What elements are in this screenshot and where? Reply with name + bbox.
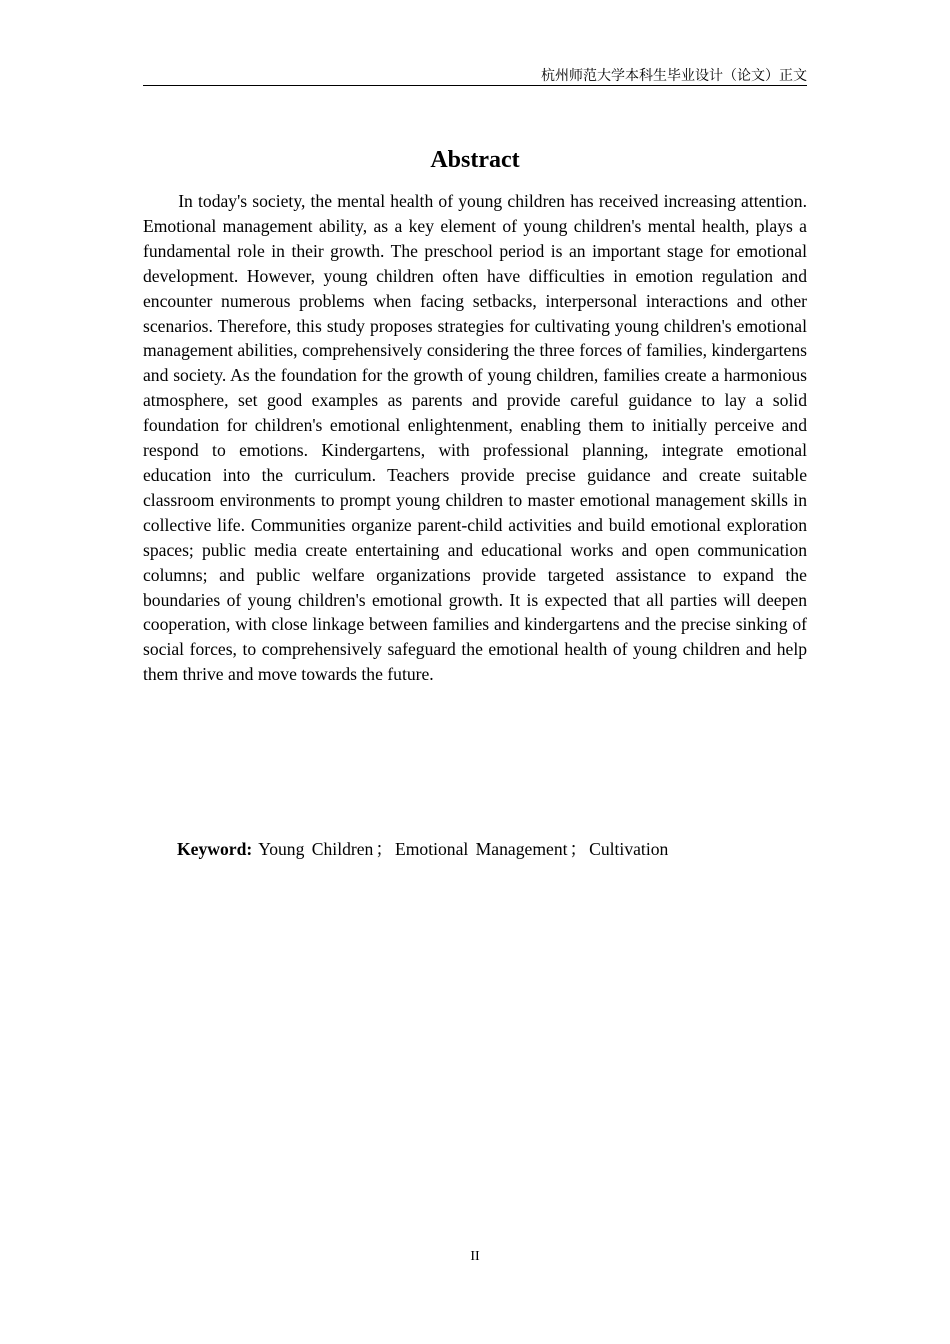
keywords-label: Keyword: [177,839,253,859]
header-rule [143,85,807,86]
keyword-item: Young Children [258,839,374,859]
abstract-title: Abstract [430,147,520,173]
keywords-line [177,837,668,861]
keyword-separator: ； [375,839,393,859]
running-header: 杭州师范大学本科生毕业设计（论文）正文 [541,68,807,84]
keyword-item: Emotional Management [394,839,568,859]
abstract-body: In today's society, the mental health of young children has received increasing attention. Emotional management ability, as a key element of young children's mental health, plays a fundamental role in their growth. The preschool period is an important stage for emotional development. However, young children often have difficulties in emotion regulation and encounter numerous problems when facing setbacks, interpersonal interactions and other scenarios. Therefore, this study proposes strategies for cultivating young children's emotional management abilities, comprehensively considering the three forces of families, kindergartens and society. As the foundation for the growth of young children, families create a harmonious atmosphere, set good examples as parents and provide careful guidance to lay a solid foundation for children's emotional enlightenment, enabling them to initially perceive and respond to emotions. Kindergartens, with professional planning, integrate emotional education into the curriculum. Teachers provide precise guidance and create suitable classroom environments to prompt young children to master emotional management skills in collective life. Communities organize parent-child activities and build emotional exploration spaces; public media create entertaining and educational works and open communication columns; and public welfare organizations provide targeted assistance to expand the boundaries of young children's emotional growth. It is expected that all parties will deepen cooperation, with close linkage between families and kindergartens and the precise sinking of social forces, to comprehensively safeguard the emotional health of young children and help them thrive and move towards the future. [143,191,807,685]
keyword-item: Cultivation [589,839,669,859]
page-number: II [470,1249,480,1264]
keyword-separator: ； [569,839,588,859]
